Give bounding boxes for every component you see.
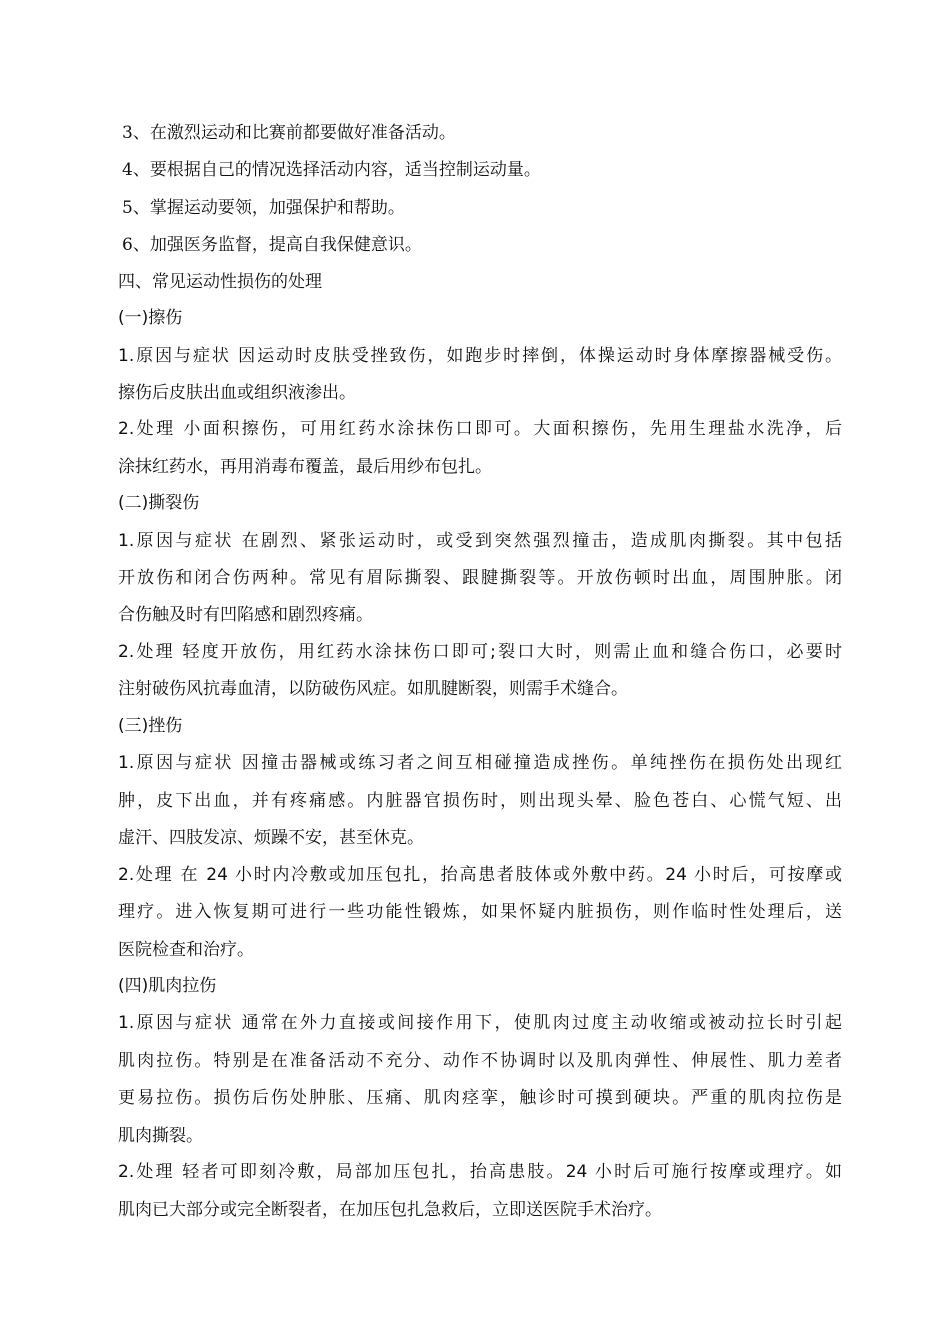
paragraph-line: 肌肉撕裂。: [118, 1126, 203, 1146]
paragraph-line: 1.原因与症状 通常在外力直接或间接作用下，使肌肉过度主动收缩或被动拉长时引起: [118, 1013, 842, 1033]
paragraph-line: 擦伤后皮肤出血或组织液渗出。: [118, 383, 356, 403]
list-item: 4、要根据自己的情况选择活动内容，适当控制运动量。: [122, 160, 541, 180]
injury-heading: (一)擦伤: [118, 308, 183, 328]
paragraph-line: 2.处理 小面积擦伤，可用红药水涂抹伤口即可。大面积擦伤，先用生理盐水洗净，后: [118, 419, 842, 439]
paragraph-line: 肌肉已大部分或完全断裂者，在加压包扎急救后，立即送医院手术治疗。: [118, 1200, 662, 1220]
paragraph-line: 肿，皮下出血，并有疼痛感。内脏器官损伤时，则出现头晕、脸色苍白、心慌气短、出: [118, 791, 842, 811]
paragraph-line: 开放伤和闭合伤两种。常见有眉际撕裂、跟腱撕裂等。开放伤顿时出血，周围肿胀。闭: [118, 568, 842, 588]
injury-heading: (二)撕裂伤: [118, 493, 200, 513]
paragraph-line: 注射破伤风抗毒血清，以防破伤风症。如肌腱断裂，则需手术缝合。: [118, 679, 628, 699]
paragraph-line: 虚汗、四肢发凉、烦躁不安，甚至休克。: [118, 828, 424, 848]
injury-heading: (三)挫伤: [118, 716, 183, 736]
paragraph-line: 肌肉拉伤。特别是在准备活动不充分、动作不协调时以及肌肉弹性、伸展性、肌力差者: [118, 1051, 842, 1071]
list-item: 5、掌握运动要领，加强保护和帮助。: [122, 198, 405, 218]
list-item: 3、在激烈运动和比赛前都要做好准备活动。: [122, 123, 456, 143]
injury-heading: (四)肌肉拉伤: [118, 976, 217, 996]
paragraph-line: 1.原因与症状 因撞击器械或练习者之间互相碰撞造成挫伤。单纯挫伤在损伤处出现红: [118, 753, 842, 773]
paragraph-line: 2.处理 轻度开放伤，用红药水涂抹伤口即可;裂口大时，则需止血和缝合伤口，必要时: [118, 642, 842, 662]
paragraph-line: 2.处理 在 24 小时内冷敷或加压包扎，抬高患者肢体或外敷中药。24 小时后，可按摩或: [118, 865, 842, 885]
list-item: 6、加强医务监督，提高自我保健意识。: [122, 235, 422, 255]
paragraph-line: 1.原因与症状 因运动时皮肤受挫致伤，如跑步时摔倒，体操运动时身体摩擦器械受伤。: [118, 346, 842, 366]
paragraph-line: 理疗。进入恢复期可进行一些功能性锻炼，如果怀疑内脏损伤，则作临时性处理后，送: [118, 902, 842, 922]
paragraph-line: 更易拉伤。损伤后伤处肿胀、压痛、肌肉痉挛，触诊时可摸到硬块。严重的肌肉拉伤是: [118, 1088, 842, 1108]
paragraph-line: 涂抹红药水，再用消毒布覆盖，最后用纱布包扎。: [118, 457, 492, 477]
section-title: 四、常见运动性损伤的处理: [118, 272, 322, 292]
paragraph-line: 合伤触及时有凹陷感和剧烈疼痛。: [118, 605, 373, 625]
paragraph-line: 医院检查和治疗。: [118, 940, 254, 960]
paragraph-line: 2.处理 轻者可即刻冷敷，局部加压包扎，抬高患肢。24 小时后可施行按摩或理疗。如: [118, 1162, 842, 1182]
paragraph-line: 1.原因与症状 在剧烈、紧张运动时，或受到突然强烈撞击，造成肌肉撕裂。其中包括: [118, 531, 842, 551]
